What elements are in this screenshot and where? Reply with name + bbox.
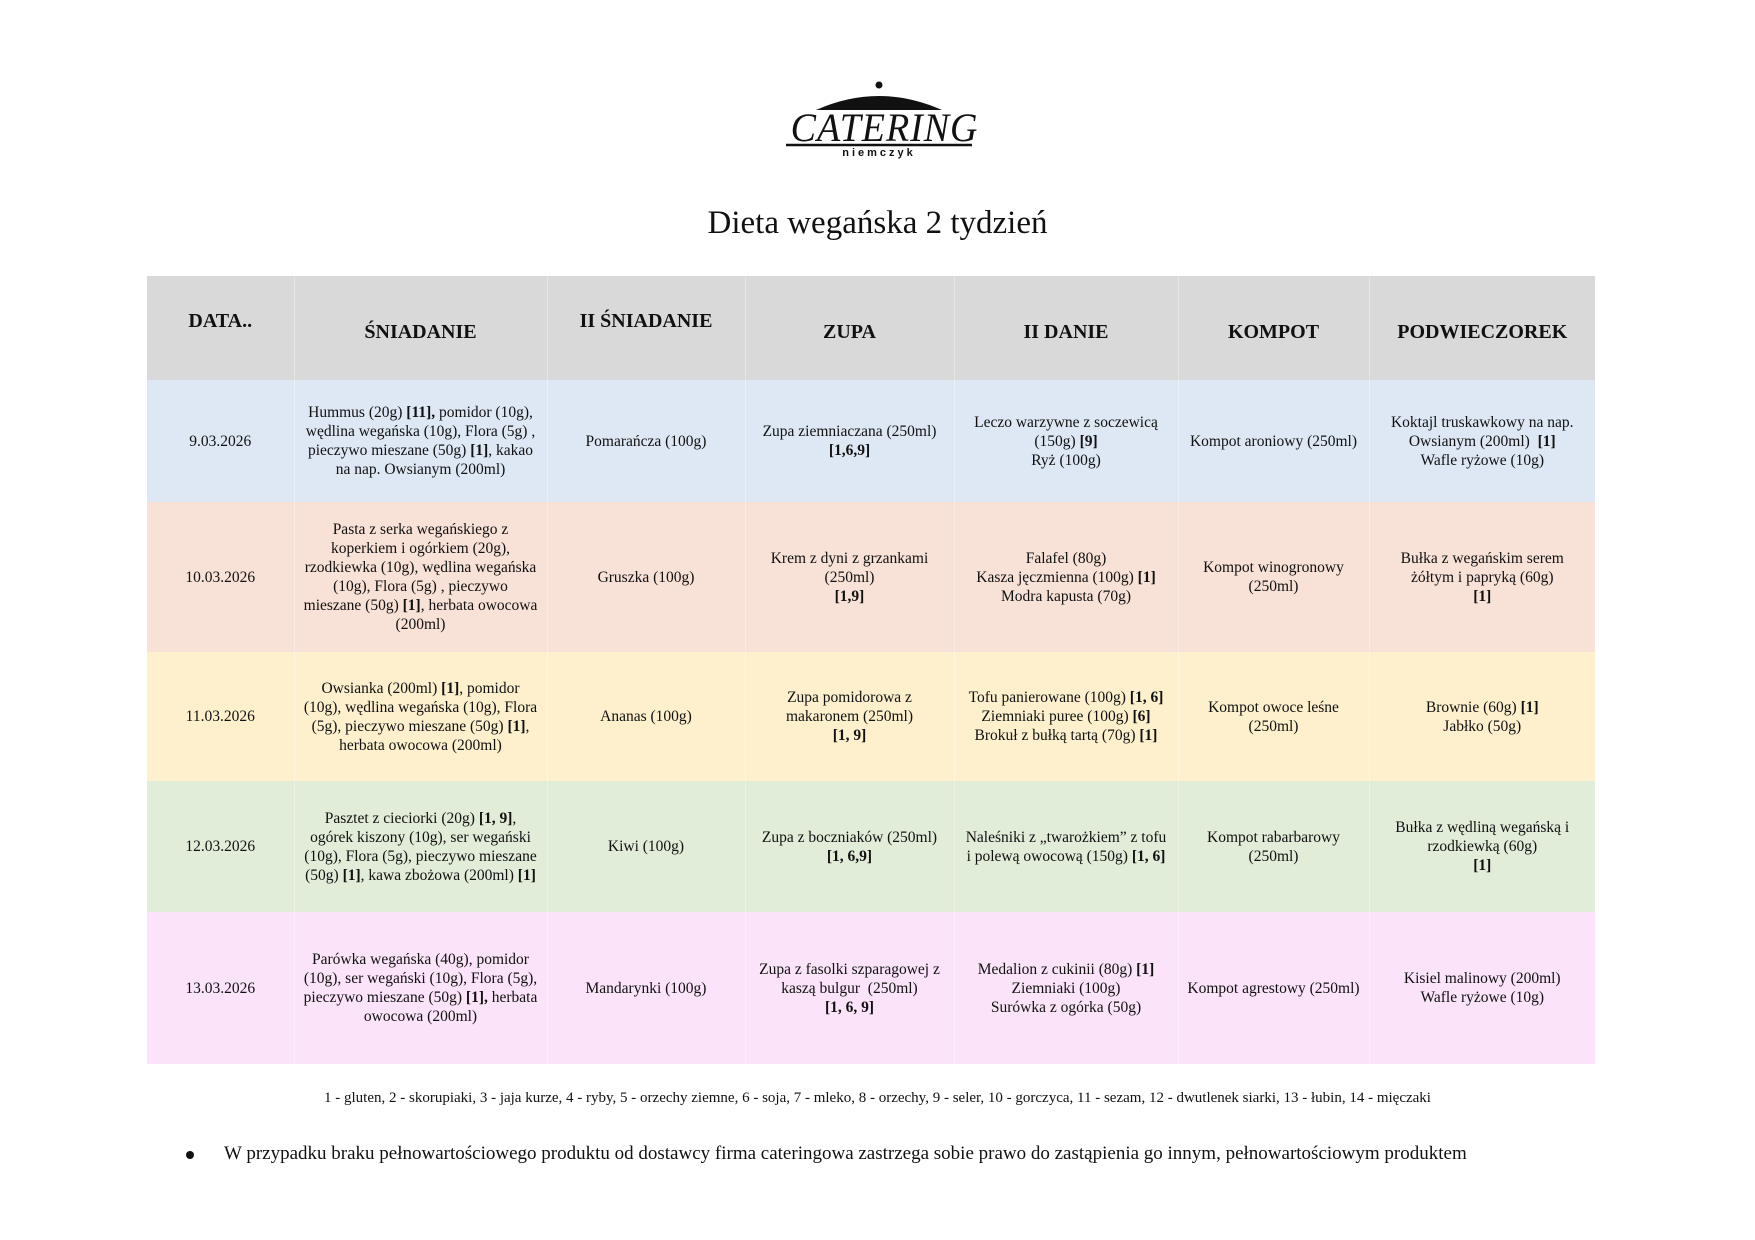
cell-date: 10.03.2026 <box>147 502 294 652</box>
cell-date: 12.03.2026 <box>147 781 294 912</box>
cell-compote: Kompot aroniowy (250ml) <box>1178 380 1369 502</box>
cell-breakfast: Parówka wegańska (40g), pomidor (10g), ser wegański (10g), Flora (5g), pieczywo mieszane (50g) [1], herbata owocowa (200ml) <box>294 912 547 1064</box>
bullet-icon <box>186 1151 194 1159</box>
cell-afternoon-snack: Brownie (60g) [1] Jabłko (50g) <box>1425 698 1539 735</box>
header-soup: ZUPA <box>745 276 954 380</box>
header-date: DATA.. <box>147 276 294 380</box>
cell-date: 9.03.2026 <box>147 380 294 502</box>
header-main-course: II DANIE <box>954 276 1178 380</box>
cell-afternoon-snack: Kisiel malinowy (200ml) Wafle ryżowe (10g) <box>1403 970 1561 1006</box>
cell-soup: Zupa pomidorowa z makaronem (250ml) [1, 9] <box>745 652 954 781</box>
cell-soup: Zupa ziemniaczana (250ml) [1,6,9] <box>745 380 954 502</box>
cell-afternoon-snack: Koktajl truskawkowy na nap. Owsianym (200ml) [1] Wafle ryżowe (10g) <box>1390 413 1574 469</box>
cell-afternoon-snack: Bułka z wegańskim serem żółtym i papryką (60g) [1] <box>1400 549 1564 605</box>
cell-main-course: Tofu panierowane (100g) [1, 6] Ziemniaki puree (100g) [6] Brokuł z bułką tartą (70g) [1] <box>954 652 1178 781</box>
cell-breakfast: Pasta z serka wegańskiego z koperkiem i ogórkiem (20g), rzodkiewka (10g), wędlina wegańska (10g), Flora (5g) , pieczywo mieszane (50g) [1], herbata owocowa (200ml) <box>294 502 547 652</box>
cell-soup: Zupa z boczniaków (250ml) [1, 6,9] <box>745 781 954 912</box>
cell-compote: Kompot agrestowy (250ml) <box>1178 912 1369 1064</box>
cell-compote: Kompot winogronowy (250ml) <box>1178 502 1369 652</box>
cell-second-breakfast: Pomarańcza (100g) <box>547 380 745 502</box>
header-afternoon-snack: PODWIECZOREK <box>1369 276 1595 380</box>
header-second-breakfast: II ŚNIADANIE <box>547 276 745 380</box>
table-row <box>147 652 1595 781</box>
header-breakfast: ŚNIADANIE <box>294 276 547 380</box>
cell-second-breakfast: Gruszka (100g) <box>547 502 745 652</box>
table-row <box>147 502 1595 652</box>
menu-table <box>147 276 1595 1064</box>
cell-second-breakfast: Kiwi (100g) <box>547 781 745 912</box>
table-row <box>147 912 1595 1064</box>
table-header-row <box>147 276 1595 380</box>
catering-logo <box>786 80 979 162</box>
table-row <box>147 380 1595 502</box>
cell-main-course: Naleśniki z „twarożkiem” z tofu i polewą owocową (150g) [1, 6] <box>954 781 1178 912</box>
substitution-note <box>186 1143 1467 1165</box>
cell-compote: Kompot rabarbarowy (250ml) <box>1178 781 1369 912</box>
note-text: W przypadku braku pełnowartościowego produktu od dostawcy firma cateringowa zastrzega sobie prawo do zastąpienia go innym, pełnowartościowym produktem <box>224 1143 1467 1164</box>
allergen-legend: 1 - gluten, 2 - skorupiaki, 3 - jaja kurze, 4 - ryby, 5 - orzechy ziemne, 6 - soja, 7 - mleko, 8 - orzechy, 9 - seler, 10 - gorczyca, 11 - sezam, 12 - dwutlenek siarki, 13 - łubin, 14 - mięczaki <box>324 1090 1431 1106</box>
cell-compote: Kompot owoce leśne (250ml) <box>1178 652 1369 781</box>
cell-soup: Zupa z fasolki szparagowej z kaszą bulgur (250ml) [1, 6, 9] <box>745 912 954 1064</box>
cell-date: 11.03.2026 <box>147 652 294 781</box>
cell-second-breakfast: Ananas (100g) <box>547 652 745 781</box>
cell-soup: Krem z dyni z grzankami (250ml) [1,9] <box>745 502 954 652</box>
cell-main-course: Medalion z cukinii (80g) [1] Ziemniaki (100g) Surówka z ogórka (50g) <box>954 912 1178 1064</box>
cell-main-course: Falafel (80g) Kasza jęczmienna (100g) [1] Modra kapusta (70g) <box>954 502 1178 652</box>
table-row <box>147 781 1595 912</box>
cell-breakfast: Pasztet z cieciorki (20g) [1, 9], ogórek kiszony (10g), ser wegański (10g), Flora (5g), pieczywo mieszane (50g) [1], kawa zbożowa (200ml) [1] <box>294 781 547 912</box>
logo-wordmark: CATERING <box>790 105 979 150</box>
header-compote: KOMPOT <box>1178 276 1369 380</box>
logo-subtitle: niemczyk <box>842 147 916 159</box>
cell-second-breakfast: Mandarynki (100g) <box>547 912 745 1064</box>
cell-main-course: Leczo warzywne z soczewicą (150g) [9] Ryż (100g) <box>954 380 1178 502</box>
page-title: Dieta wegańska 2 tydzień <box>707 205 1048 241</box>
cell-breakfast: Owsianka (200ml) [1], pomidor (10g), wędlina wegańska (10g), Flora (5g), pieczywo mieszane (50g) [1], herbata owocowa (200ml) <box>294 652 547 781</box>
cell-date: 13.03.2026 <box>147 912 294 1064</box>
cell-afternoon-snack: Bułka z wędliną wegańską i rzodkiewką (60g) [1] <box>1395 819 1570 874</box>
cell-breakfast: Hummus (20g) [11], pomidor (10g), wędlina wegańska (10g), Flora (5g) , pieczywo mieszane (50g) [1], kakao na nap. Owsianym (200ml) <box>294 380 547 502</box>
